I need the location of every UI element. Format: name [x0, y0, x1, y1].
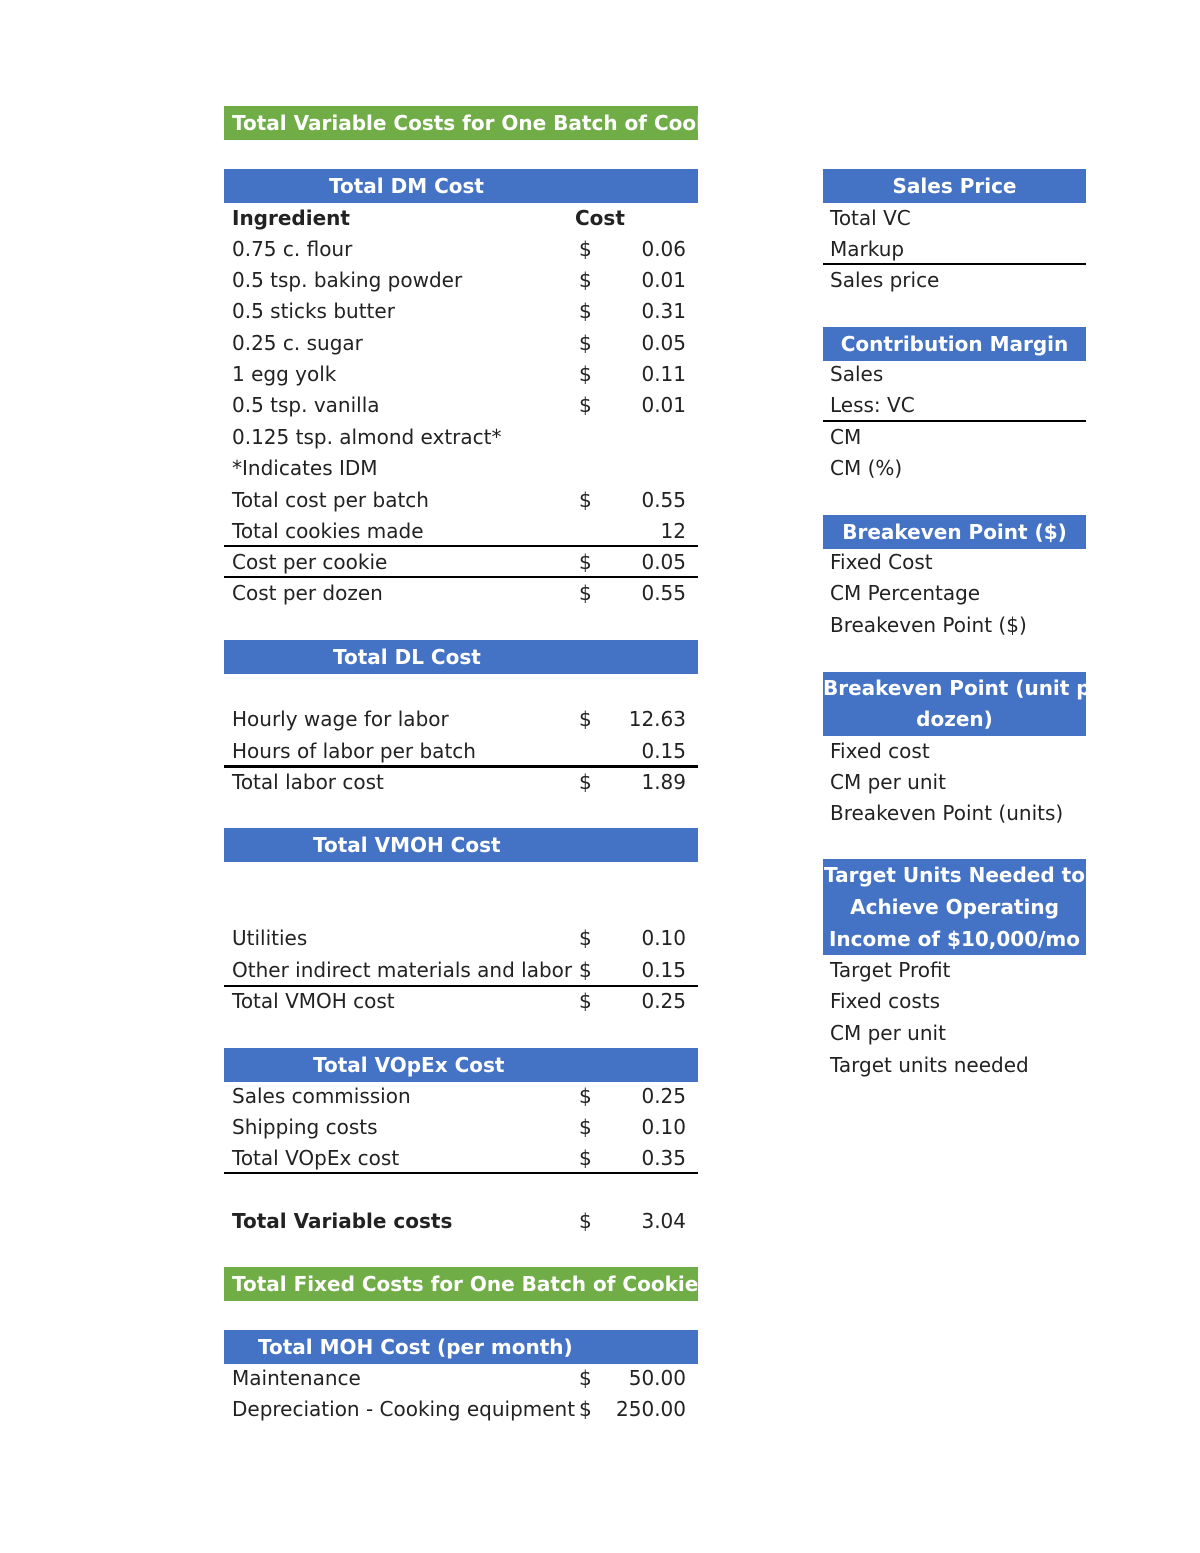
- currency-symbol: $: [579, 268, 592, 292]
- row-label: Total cost per batch: [232, 488, 429, 512]
- row-value: 0.11: [641, 362, 686, 386]
- list-item: [823, 234, 1086, 265]
- table-row: [224, 578, 698, 609]
- dm-column-headers: [224, 203, 698, 234]
- row-value: 0.25: [641, 989, 686, 1013]
- row-value: 0.55: [641, 581, 686, 605]
- row-label: Hours of labor per batch: [232, 739, 476, 763]
- divider: [224, 1172, 698, 1174]
- header-line: Achieve Operating: [850, 895, 1059, 919]
- table-row: [224, 986, 698, 1017]
- currency-symbol: $: [579, 1084, 592, 1108]
- list-item: [823, 955, 1086, 986]
- row-label: CM (%): [830, 456, 903, 480]
- table-row: [224, 1394, 698, 1425]
- currency-symbol: $: [579, 707, 592, 731]
- list-item: [823, 767, 1086, 798]
- row-value: 0.31: [641, 299, 686, 323]
- row-value: 0.10: [641, 1115, 686, 1139]
- table-row: [224, 1143, 698, 1174]
- list-item: [823, 390, 1086, 421]
- table-row: [224, 328, 698, 359]
- table-row: [224, 547, 698, 578]
- list-item: [823, 265, 1086, 296]
- row-value: 0.05: [641, 331, 686, 355]
- row-label: Less: VC: [830, 393, 915, 417]
- table-row: [224, 265, 698, 296]
- row-label: Shipping costs: [232, 1115, 378, 1139]
- row-label: Breakeven Point ($): [830, 613, 1027, 637]
- currency-symbol: $: [579, 550, 592, 574]
- row-value: 50.00: [628, 1366, 686, 1390]
- fixed-costs-banner: Total Fixed Costs for One Batch of Cookies: [224, 1267, 698, 1301]
- vopex-cost-header: Total VOpEx Cost: [224, 1048, 698, 1082]
- list-item: [823, 453, 1086, 484]
- header-line: dozen): [916, 707, 993, 731]
- row-label: Sales commission: [232, 1084, 411, 1108]
- currency-symbol: $: [579, 1366, 592, 1390]
- row-label: Utilities: [232, 926, 308, 950]
- row-label: Sales price: [830, 268, 940, 292]
- currency-symbol: $: [579, 1146, 592, 1170]
- row-label: Cost per cookie: [232, 550, 388, 574]
- row-value: 0.15: [641, 958, 686, 982]
- row-value: 0.35: [641, 1146, 686, 1170]
- row-value: 0.01: [641, 268, 686, 292]
- row-label: CM: [830, 425, 862, 449]
- currency-symbol: $: [579, 362, 592, 386]
- row-label: Total Variable costs: [232, 1209, 453, 1233]
- row-label: Fixed Cost: [830, 550, 933, 574]
- row-label: Total VC: [830, 206, 911, 230]
- table-row: [224, 453, 698, 484]
- list-item: [823, 798, 1086, 829]
- currency-symbol: $: [579, 331, 592, 355]
- currency-symbol: $: [579, 393, 592, 417]
- currency-symbol: $: [579, 989, 592, 1013]
- row-label: CM per unit: [830, 770, 946, 794]
- table-row: [224, 296, 698, 327]
- row-value: 250.00: [616, 1397, 686, 1421]
- table-row: [224, 516, 698, 547]
- table-row: [224, 422, 698, 453]
- row-label: CM per unit: [830, 1021, 946, 1045]
- list-item: [823, 422, 1086, 453]
- row-label: 0.75 c. flour: [232, 237, 353, 261]
- currency-symbol: $: [579, 488, 592, 512]
- table-row: [224, 1363, 698, 1394]
- list-item: [823, 610, 1086, 641]
- list-item: [823, 736, 1086, 767]
- row-value: 0.06: [641, 237, 686, 261]
- row-label: 0.5 tsp. vanilla: [232, 393, 380, 417]
- row-value: 12: [660, 519, 686, 543]
- breakeven-dollars-header: Breakeven Point ($): [823, 515, 1086, 549]
- dl-cost-header: Total DL Cost: [224, 640, 698, 674]
- table-row: [224, 234, 698, 265]
- table-row: [224, 767, 698, 798]
- table-row: [224, 485, 698, 516]
- row-label: 0.5 sticks butter: [232, 299, 395, 323]
- variable-costs-banner: Total Variable Costs for One Batch of Cookies: [224, 106, 698, 140]
- row-label: Hourly wage for labor: [232, 707, 449, 731]
- table-row: [224, 359, 698, 390]
- breakeven-units-header: [823, 672, 1115, 736]
- list-item: [823, 547, 1086, 578]
- row-label: 0.5 tsp. baking powder: [232, 268, 463, 292]
- row-value: 0.05: [641, 550, 686, 574]
- row-value: 0.01: [641, 393, 686, 417]
- table-row: [224, 1081, 698, 1112]
- table-row: [224, 390, 698, 421]
- row-label: Target Profit: [830, 958, 951, 982]
- row-value: 0.25: [641, 1084, 686, 1108]
- row-label: Markup: [830, 237, 905, 261]
- table-row: [224, 955, 698, 986]
- row-label: Total cookies made: [232, 519, 424, 543]
- row-label: Breakeven Point (units): [830, 801, 1064, 825]
- table-row: [224, 923, 698, 954]
- row-label: Total labor cost: [232, 770, 384, 794]
- row-value: 0.15: [641, 739, 686, 763]
- contribution-margin-header: Contribution Margin: [823, 327, 1086, 361]
- row-label: 0.125 tsp. almond extract*: [232, 425, 502, 449]
- row-label: Other indirect materials and labor: [232, 958, 573, 982]
- row-value: 3.04: [641, 1209, 686, 1233]
- currency-symbol: $: [579, 1115, 592, 1139]
- currency-symbol: $: [579, 770, 592, 794]
- list-item: [823, 203, 1086, 234]
- currency-symbol: $: [579, 581, 592, 605]
- list-item: [823, 359, 1086, 390]
- row-label: 1 egg yolk: [232, 362, 337, 386]
- moh-cost-header: Total MOH Cost (per month): [224, 1330, 698, 1364]
- row-label: Fixed costs: [830, 989, 941, 1013]
- header-line: Income of $10,000/mo: [828, 927, 1081, 951]
- row-value: 0.10: [641, 926, 686, 950]
- currency-symbol: $: [579, 926, 592, 950]
- currency-symbol: $: [579, 1209, 592, 1233]
- header-line: Breakeven Point (unit per: [823, 676, 1115, 700]
- row-label: Fixed cost: [830, 739, 930, 763]
- row-label: Maintenance: [232, 1366, 361, 1390]
- list-item: [823, 1018, 1086, 1049]
- row-value: 0.55: [641, 488, 686, 512]
- row-label: Target units needed: [830, 1053, 1029, 1077]
- row-value: 12.63: [628, 707, 686, 731]
- row-label: Sales: [830, 362, 884, 386]
- sales-price-header: Sales Price: [823, 169, 1086, 203]
- row-label: CM Percentage: [830, 581, 981, 605]
- list-item: [823, 1050, 1086, 1081]
- row-label: Total VMOH cost: [232, 989, 395, 1013]
- cost-column-header: Cost: [575, 206, 625, 230]
- row-value: 1.89: [641, 770, 686, 794]
- table-row: [224, 736, 698, 767]
- row-label: 0.25 c. sugar: [232, 331, 363, 355]
- currency-symbol: $: [579, 237, 592, 261]
- header-line: Target Units Needed to: [824, 863, 1085, 887]
- dm-cost-header: Total DM Cost: [224, 169, 698, 203]
- list-item: [823, 986, 1086, 1017]
- list-item: [823, 578, 1086, 609]
- row-label: Total VOpEx cost: [232, 1146, 400, 1170]
- row-label: Cost per dozen: [232, 581, 383, 605]
- ingredient-column-header: Ingredient: [232, 206, 350, 230]
- vmoh-cost-header: Total VMOH Cost: [224, 828, 698, 862]
- target-units-header: [823, 859, 1086, 955]
- table-row: [224, 1112, 698, 1143]
- currency-symbol: $: [579, 1397, 592, 1421]
- row-label: *Indicates IDM: [232, 456, 378, 480]
- total-variable-costs-row: [224, 1206, 698, 1237]
- currency-symbol: $: [579, 299, 592, 323]
- table-row: [224, 704, 698, 735]
- currency-symbol: $: [579, 958, 592, 982]
- row-label: Depreciation - Cooking equipment: [232, 1397, 576, 1421]
